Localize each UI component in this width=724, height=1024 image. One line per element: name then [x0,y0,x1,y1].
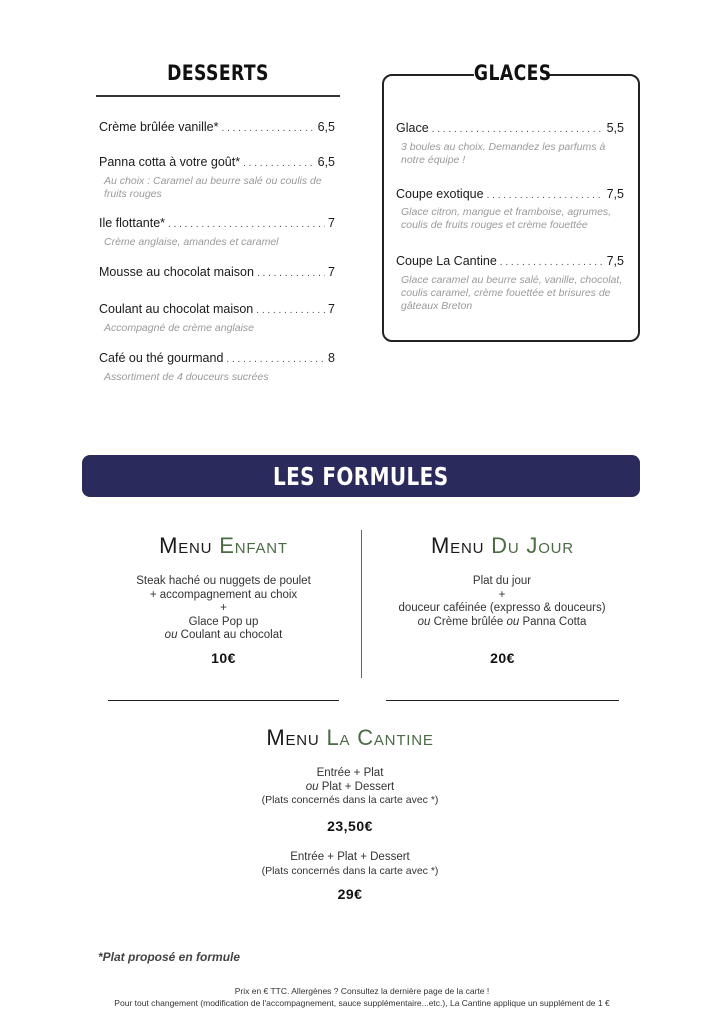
menu-line: (Plats concernés dans la carte avec *) [261,864,439,877]
formules-title: LES FORMULES [273,461,449,491]
item-price: 7,5 [606,187,624,201]
item-name: Café ou thé gourmand [99,351,224,365]
item-price: 8 [328,351,335,365]
menu-line: Entrée + Plat + Dessert [290,851,410,863]
item-name: Coupe La Cantine [396,254,497,268]
menu-line: Glace Pop up [188,615,259,628]
glaces-title: GLACES [473,61,552,85]
description-line: 3 boules au choix. Demandez les parfums à [401,141,606,153]
item-description [104,175,322,201]
menu-title-word: Menu [159,533,213,558]
menu-line: douceur caféinée (expresso & douceurs) [398,602,606,614]
menu-line: + [220,602,227,614]
legal-line-1: Prix en € TTC. Allergènes ? Consultez la dernière page de la carte ! [234,986,490,996]
menu-title-accent: Du Jour [491,533,574,558]
leader-dots [243,158,315,169]
menu-line-text: Coulant au chocolat [177,629,283,641]
leader-dots [226,354,325,365]
item-description [401,141,605,167]
menu-title-word: Menu [266,725,320,750]
menu-item [396,187,624,201]
description-line: Assortiment de 4 douceurs sucrées [104,371,269,383]
menu-line: Entrée + Plat [316,767,384,779]
item-name: Ile flottante* [99,216,166,230]
formules-banner [82,455,640,497]
menu-enfant-title [108,533,339,559]
description-line: gâteaux Breton [401,300,473,312]
item-name: Crème brûlée vanille* [99,120,219,134]
desserts-title: DESSERTS [167,61,269,85]
menu-line-text: Panna Cotta [519,615,587,628]
menu-item [99,120,335,134]
menu-divider-right [386,700,619,701]
menu-line-text: Plat + Dessert [318,780,395,793]
menu-cantine-option-2 [200,851,500,878]
menu-enfant-price: 10€ [211,650,236,666]
menu-line: + accompagnement au choix [149,588,298,601]
footnote: *Plat proposé en formule [98,950,241,964]
item-price: 7 [328,265,335,279]
item-description [104,322,254,335]
legal-line-2: Pour tout changement (modification de l'accompagnement, sauce supplémentaire...etc.), La Cantine applique un supplément de 1 € [114,998,610,1008]
description-line: Accompagné de crème anglaise [104,322,255,334]
menu-item [99,216,335,230]
menu-jour-title [386,533,619,559]
item-name: Coulant au chocolat maison [99,302,254,316]
leader-dots [487,190,604,201]
leader-dots [432,124,604,135]
menu-divider-left [108,700,339,701]
or-word: ou [506,615,520,628]
menu-line: Plat du jour [472,575,532,587]
menu-title-word: Menu [431,533,485,558]
item-price: 6,5 [317,120,335,134]
menu-jour-price: 20€ [490,650,515,666]
desserts-divider [96,95,340,97]
menu-line [372,616,632,630]
leader-dots [500,257,604,268]
menu-title-accent: Enfant [219,533,288,558]
or-word: ou [164,629,178,641]
leader-dots [256,305,325,316]
description-line: fruits rouges [104,188,162,200]
menu-line: Steak haché ou nuggets de poulet [136,575,311,587]
item-description [401,274,622,313]
item-name: Glace [396,121,429,135]
description-line: coulis caramel, crème fouettée et brisures de [401,287,611,299]
menu-enfant-content [108,575,339,643]
description-line: notre équipe ! [401,154,466,166]
menu-line-text: Crème brûlée [430,615,507,628]
item-price: 7 [328,302,335,316]
menu-line: + [498,588,506,601]
menu-cantine-price-2: 29€ [337,886,363,902]
menu-item [99,155,335,169]
menu-line [200,781,500,795]
menu-cantine-price-1: 23,50€ [327,818,373,834]
menu-item [99,302,335,316]
description-line: Glace caramel au beurre salé, vanille, chocolat, [401,274,623,286]
leader-dots [168,219,325,230]
item-description [104,371,269,384]
or-word: ou [305,780,319,793]
description-line: Glace citron, mangue et framboise, agrumes, [401,206,612,218]
item-price: 6,5 [317,155,335,169]
menu-jour-content [372,575,632,629]
menu-line [108,629,339,643]
menu-divider-vertical [361,530,362,678]
leader-dots [257,268,325,279]
or-word: ou [417,615,431,628]
menu-cantine-option-1 [200,767,500,808]
item-price: 7,5 [606,254,624,268]
item-price: 5,5 [606,121,624,135]
description-line: Crème anglaise, amandes et caramel [104,236,279,248]
menu-title-accent: La Cantine [326,725,434,750]
description-line: coulis de fruits rouges et crème fouettée [401,219,588,231]
menu-line: (Plats concernés dans la carte avec *) [261,794,439,806]
description-line: Au choix : Caramel au beurre salé ou coulis de [104,175,322,187]
item-name: Panna cotta à votre goût* [99,155,241,169]
item-name: Mousse au chocolat maison [99,265,254,279]
menu-cantine-title [200,725,500,751]
item-price: 7 [328,216,335,230]
item-name: Coupe exotique [396,187,484,201]
leader-dots [222,123,315,134]
menu-item [396,121,624,135]
menu-item [99,351,335,365]
item-description [401,206,611,232]
item-description [104,236,279,249]
menu-item [99,265,335,279]
menu-item [396,254,624,268]
